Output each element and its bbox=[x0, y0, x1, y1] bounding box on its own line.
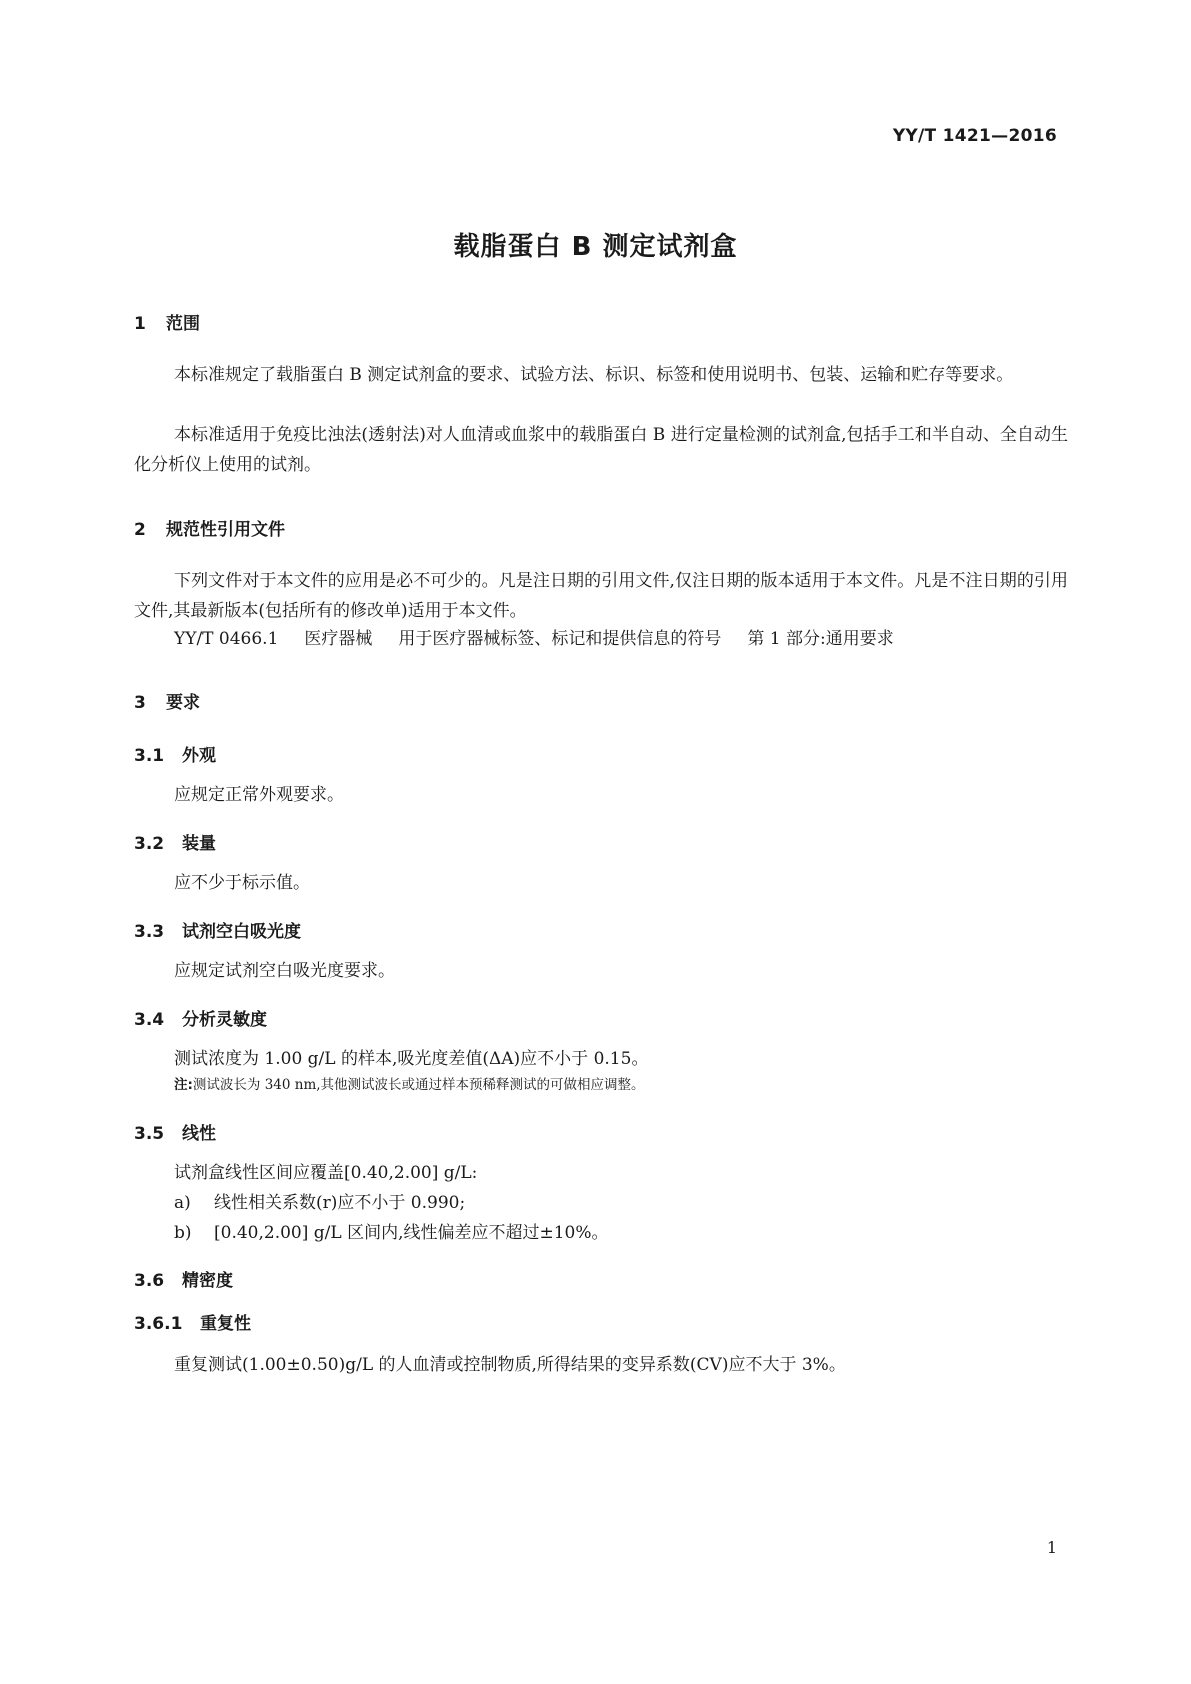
section-3-heading bbox=[134, 688, 200, 713]
reference-part-c: 第 1 部分:通用要求 bbox=[747, 629, 894, 649]
sensitivity-note bbox=[174, 1075, 645, 1095]
section-number: 3.1 bbox=[134, 746, 165, 766]
section-number: 3 bbox=[134, 693, 146, 713]
section-number: 3.6 bbox=[134, 1271, 165, 1291]
section-title: 线性 bbox=[182, 1124, 216, 1144]
section-title: 精密度 bbox=[182, 1271, 233, 1291]
section-2-heading bbox=[134, 515, 285, 540]
reference-code: YY/T 0466.1 bbox=[174, 629, 279, 649]
reference-part-a: 医疗器械 bbox=[304, 629, 373, 649]
section-number: 3.4 bbox=[134, 1010, 165, 1030]
section-3-3-heading bbox=[134, 917, 301, 942]
section-number: 3.3 bbox=[134, 922, 165, 942]
section-title: 试剂空白吸光度 bbox=[182, 922, 301, 942]
section-title: 要求 bbox=[166, 693, 200, 713]
scope-paragraph-2: 本标准适用于免疫比浊法(透射法)对人血清或血浆中的载脂蛋白 B 进行定量检测的试剂盒,包括手工和半自动、全自动生化分析仪上使用的试剂。 bbox=[134, 425, 1068, 475]
reference-entry bbox=[174, 624, 894, 654]
page-number: 1 bbox=[1046, 1538, 1057, 1557]
standard-id: YY/T 1421—2016 bbox=[892, 126, 1057, 146]
reference-part-b: 用于医疗器械标签、标记和提供信息的符号 bbox=[398, 629, 722, 649]
list-marker: a) bbox=[174, 1193, 191, 1213]
section-number: 3.6.1 bbox=[134, 1314, 183, 1334]
section-title: 规范性引用文件 bbox=[166, 520, 285, 540]
section-title: 范围 bbox=[166, 314, 200, 334]
section-3-2-heading bbox=[134, 829, 216, 854]
scope-paragraph-1: 本标准规定了载脂蛋白 B 测定试剂盒的要求、试验方法、标识、标签和使用说明书、包装、运输和贮存等要求。 bbox=[174, 365, 1014, 385]
section-3-1-heading bbox=[134, 741, 216, 766]
reagent-blank-text: 应规定试剂空白吸光度要求。 bbox=[174, 961, 395, 981]
section-number: 3.5 bbox=[134, 1124, 165, 1144]
list-marker: b) bbox=[174, 1223, 192, 1243]
section-3-4-heading bbox=[134, 1005, 267, 1030]
sensitivity-text: 测试浓度为 1.00 g/L 的样本,吸光度差值(ΔA)应不小于 0.15。 bbox=[174, 1049, 649, 1069]
list-item bbox=[174, 1188, 465, 1218]
section-number: 1 bbox=[134, 314, 146, 334]
section-1-heading bbox=[134, 309, 200, 334]
list-item-text: 线性相关系数(r)应不小于 0.990; bbox=[214, 1193, 466, 1213]
section-title: 装量 bbox=[182, 834, 216, 854]
section-3-6-1-heading bbox=[134, 1309, 251, 1334]
section-title: 重复性 bbox=[200, 1314, 251, 1334]
section-title: 外观 bbox=[182, 746, 216, 766]
note-text: 测试波长为 340 nm,其他测试波长或通过样本预稀释测试的可做相应调整。 bbox=[192, 1077, 645, 1093]
section-number: 2 bbox=[134, 520, 146, 540]
section-3-5-heading bbox=[134, 1119, 216, 1144]
section-3-6-heading bbox=[134, 1266, 233, 1291]
references-paragraph: 下列文件对于本文件的应用是必不可少的。凡是注日期的引用文件,仅注日期的版本适用于本文件。凡是不注日期的引用文件,其最新版本(包括所有的修改单)适用于本文件。 bbox=[134, 571, 1068, 621]
list-item-text: [0.40,2.00] g/L 区间内,线性偏差应不超过±10%。 bbox=[214, 1223, 609, 1243]
list-item bbox=[174, 1218, 609, 1248]
repeatability-text: 重复测试(1.00±0.50)g/L 的人血清或控制物质,所得结果的变异系数(CV)应不大于 3%。 bbox=[174, 1355, 846, 1375]
appearance-text: 应规定正常外观要求。 bbox=[174, 785, 344, 805]
document-title: 载脂蛋白 B 测定试剂盒 bbox=[453, 232, 738, 262]
note-label: 注: bbox=[174, 1077, 193, 1093]
section-number: 3.2 bbox=[134, 834, 165, 854]
linearity-text: 试剂盒线性区间应覆盖[0.40,2.00] g/L: bbox=[174, 1163, 478, 1183]
section-title: 分析灵敏度 bbox=[182, 1010, 267, 1030]
fill-volume-text: 应不少于标示值。 bbox=[174, 873, 310, 893]
